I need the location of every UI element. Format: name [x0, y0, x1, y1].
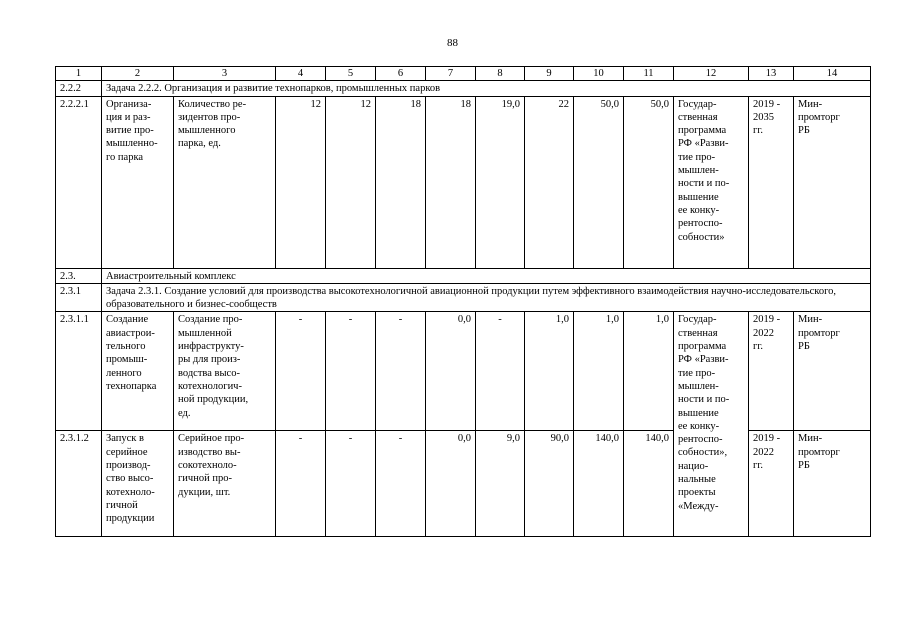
row-code: 2.2.2.1 — [56, 96, 102, 268]
value-cell: 90,0 — [525, 431, 574, 537]
table-row — [56, 283, 871, 312]
header-cell: 2 — [102, 67, 174, 81]
table-row — [56, 431, 871, 537]
executor-cell: Мин- промторг РБ — [794, 431, 871, 537]
value-cell: 50,0 — [574, 96, 624, 268]
header-cell: 8 — [476, 67, 525, 81]
header-cell: 10 — [574, 67, 624, 81]
period-cell: 2019 - 2022 гг. — [749, 312, 794, 431]
table-row — [56, 81, 871, 96]
program-cell: Государ- ственная программа РФ «Разви- тие про- мышлен- ности и по- вышение ее конку- рентоспо- собности», нацио- нальные проекты «Между- — [674, 312, 749, 537]
table-row — [56, 96, 871, 268]
value-cell: 0,0 — [426, 431, 476, 537]
indicator-name: Серийное про- изводство вы- сокотехноло- гичной про- дукции, шт. — [174, 431, 276, 537]
header-cell: 7 — [426, 67, 476, 81]
value-cell: - — [276, 431, 326, 537]
program-cell: Государ- ственная программа РФ «Разви- тие про- мышлен- ности и по- вышение ее конку- рентоспо- собности» — [674, 96, 749, 268]
value-cell: 1,0 — [574, 312, 624, 431]
header-cell: 5 — [326, 67, 376, 81]
header-cell: 14 — [794, 67, 871, 81]
header-cell: 3 — [174, 67, 276, 81]
measure-name: Создание авиастрои- тельного промыш- ленного технопарка — [102, 312, 174, 431]
value-cell: 19,0 — [476, 96, 525, 268]
row-code: 2.3.1 — [56, 283, 102, 312]
task-title: Задача 2.3.1. Создание условий для производства высокотехнологичной авиационной продукции путем эффективного взаимодействия научно-исследовательского, образовательного и бизнес-сообществ — [102, 283, 871, 312]
value-cell: - — [326, 431, 376, 537]
value-cell: 12 — [276, 96, 326, 268]
program-table — [55, 66, 871, 537]
header-cell: 9 — [525, 67, 574, 81]
value-cell: - — [476, 312, 525, 431]
value-cell: 1,0 — [624, 312, 674, 431]
executor-cell: Мин- промторг РБ — [794, 312, 871, 431]
header-cell: 13 — [749, 67, 794, 81]
header-cell: 6 — [376, 67, 426, 81]
row-code: 2.3.1.1 — [56, 312, 102, 431]
indicator-name: Количество ре- зидентов про- мышленного парка, ед. — [174, 96, 276, 268]
header-cell: 12 — [674, 67, 749, 81]
header-cell: 4 — [276, 67, 326, 81]
value-cell: 140,0 — [574, 431, 624, 537]
row-code: 2.2.2 — [56, 81, 102, 96]
value-cell: 140,0 — [624, 431, 674, 537]
executor-cell: Мин- промторг РБ — [794, 96, 871, 268]
value-cell: 1,0 — [525, 312, 574, 431]
row-code: 2.3. — [56, 268, 102, 283]
value-cell: 12 — [326, 96, 376, 268]
page-number: 88 — [447, 37, 458, 49]
period-cell: 2019 - 2035 гг. — [749, 96, 794, 268]
header-cell: 11 — [624, 67, 674, 81]
value-cell: - — [376, 431, 426, 537]
value-cell: - — [276, 312, 326, 431]
period-cell: 2019 - 2022 гг. — [749, 431, 794, 537]
value-cell: - — [376, 312, 426, 431]
table-row — [56, 312, 871, 431]
value-cell: 22 — [525, 96, 574, 268]
table-row — [56, 268, 871, 283]
value-cell: 50,0 — [624, 96, 674, 268]
task-title: Задача 2.2.2. Организация и развитие технопарков, промышленных парков — [102, 81, 871, 96]
value-cell: 18 — [426, 96, 476, 268]
value-cell: 9,0 — [476, 431, 525, 537]
table-header-row — [56, 67, 871, 81]
value-cell: 18 — [376, 96, 426, 268]
section-title: Авиастроительный комплекс — [102, 268, 871, 283]
value-cell: 0,0 — [426, 312, 476, 431]
indicator-name: Создание про- мышленной инфраструкту- ры для произ- водства высо- котехнологич- ной продукции, ед. — [174, 312, 276, 431]
row-code: 2.3.1.2 — [56, 431, 102, 537]
header-cell: 1 — [56, 67, 102, 81]
measure-name: Организа- ция и раз- витие про- мышленно- го парка — [102, 96, 174, 268]
measure-name: Запуск в серийное производ- ство высо- котехноло- гичной продукции — [102, 431, 174, 537]
value-cell: - — [326, 312, 376, 431]
